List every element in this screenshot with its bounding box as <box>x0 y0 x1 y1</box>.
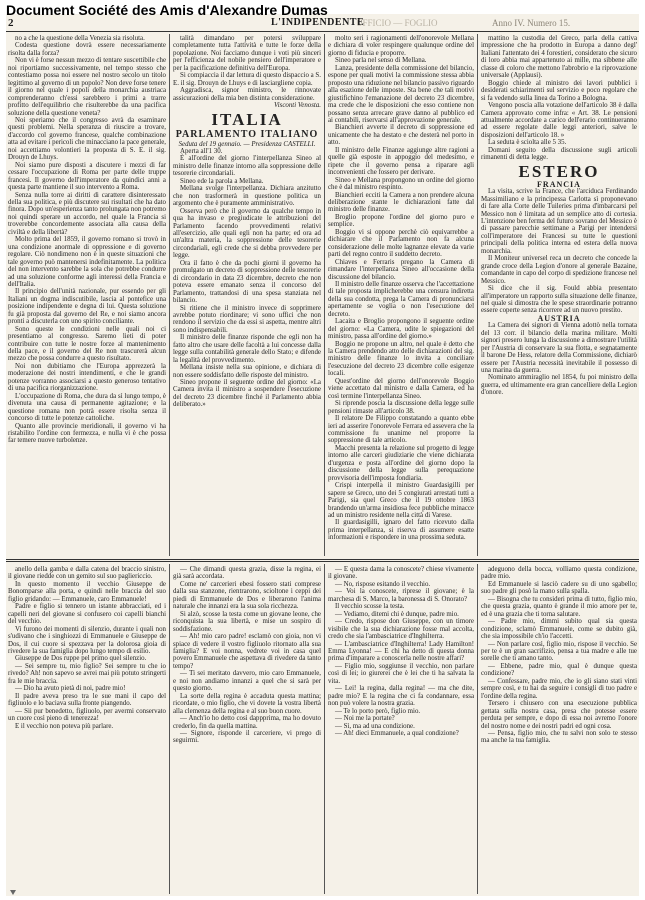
article-paragraph: Bianchieri avverte il decreto di soppressione ed unicamente che ha destato e che desterà nel porto in atto. <box>328 124 474 147</box>
article-paragraph: no a che la questione della Venezia sia risoluta. <box>15 35 145 42</box>
column-divider <box>169 34 170 556</box>
bleed-through-text: UFFICIO — FOGLIO <box>356 18 438 28</box>
feuilleton-paragraph: In questo momento il vecchio Giuseppe de Bonomparse alla porta, e quindi nelle braccia del suo figlio gridando: — Emmanuele, caro Emmanuele! <box>8 580 166 603</box>
article-paragraph: Il principio dell'unità nazionale, pur essendo per gli Italiani un dogma indiscutibile, lascia al pontefice una posizione indipendente e degna di lui. Questa soluzione fu già proposta dal governo del Re, e noi siamo ancora pronti a discuterla con uno spirito conciliante. <box>8 288 166 326</box>
feuilleton-paragraph: Tersero i chiusero con una esecuzione pubblica gettata sulla nostra casa, presa che potesse essere perduta per sempre, e dopo di essa noi avremo l'onore del nostro nome e dei nostri padri ed ogni cosa. <box>481 700 637 730</box>
article-paragraph: talità dimandano per potersi sviluppare completamente tutta l'attività e tutte le forze della popolazione. Noi facciamo dunque i voti più sinceri per l'efficienza del nobile pensiero dell'imperatore e per la pacificazione definitiva dell'Europa. <box>173 35 321 72</box>
article-paragraph: Boggio ne propone un altro, nel quale è detto che la Camera prendendo atto delle dichiarazioni del sig. ministro delle finanze lo invita a conciliare l'esecuzione del decreto 23 dicembre colle esigenze locali. <box>328 340 474 378</box>
feuilleton-paragraph: Come ne' carcerieri ebesi fossero stati comprese dalla sua stanzone, rientrarono, scioltone i ceppi dei piedi di Emmanuele de Dos e liberarono l'anima naturale che innanzi era la sua sola ricchezza. <box>173 580 321 611</box>
feuilleton-paragraph: — Dio ha avuto pietà di noi, padre mio! <box>15 685 126 693</box>
feuilleton-paragraph: — E questa dama la conoscete? chiese vivamente il giovane. <box>328 566 474 581</box>
article-paragraph: Crispi interpella il ministro Guardasigilli per sapere se Greco, uno dei 5 congiurati arrestati tutti a Parigi, sia quel Greco che il 19 ottobre 1863 brandendo un'arma insidiosa fece pubbliche minacce ad un ministro residente nella città di Varese. <box>328 482 474 519</box>
article-paragraph: mattino la custodia del Greco, parla della cattiva impressione che ha prodotto in Europa a danno degl' Italiani l'attentato dei 4 forestieri, considerato che sicuro di loro abbia mai appartenuto ai mille, ma sibbene alle classe di coloro che mettono l'abrobrio e la riprovazione universale (Applausi). <box>481 35 637 80</box>
feuilleton-paragraph: — Ah! mio caro padre! esclamò con gioia, non vi spiace di vedere il vostro figliuolo ritornato alla sua famiglia? E voi nonna, vedrete voi in casa quel povero Emmanuele che aspettava di rivedere da tanto tempo? <box>173 633 321 670</box>
article-paragraph: Si ritiene che il ministro invece di sopprimere avrebbe potuto riordinare; vi sono uffici che non rendono il servizio che da essi si aspetta, mentre altri sono indispensabili. <box>173 304 321 334</box>
article-paragraph: Il relatore De Filippo constatando a quanto ebbe ieri ad asserire l'onorevole Ferrara ed assevera che la commissione fu unanime nel proporre la soppressione di tale articolo. <box>328 415 474 445</box>
header-rule <box>6 31 639 32</box>
article-paragraph: Sineo e Mellana propongono un ordine del giorno che è dal ministro respinto. <box>328 176 474 192</box>
feuilleton-paragraph: — Padre mio, dimmi subito qual sia questa condizione, sclamò Emmanuele, come se dubito già, che sia impossibile ch'io l'accetti. <box>481 618 637 641</box>
feuilleton-paragraph: — Te lo porto però, figlio mio. <box>335 707 421 715</box>
article-paragraph: Ora il fatto è che da pochi giorni il governo ha promulgato un decreto di soppressione delle tesorerie di circondario in data 23 dicembre, decreto che non poteva essere emanato senza il concorso del Parlamento, trattandosi di una spesa stanziata nel bilancio. <box>173 259 321 305</box>
column-divider <box>324 564 325 894</box>
feuilleton-paragraph: Il padre aveva preso tra le sue mani il capo del figliuolo e lo baciava sulla fronte piangendo. <box>8 692 166 708</box>
feuilleton-paragraph: — Ah! dieci Emmanuele, a qual condizione? <box>335 729 459 737</box>
feuilleton-rule <box>6 559 639 560</box>
section-subtitle-francia: FRANCIA <box>537 179 581 189</box>
column-2 <box>173 35 321 555</box>
article-paragraph: L'occupazione di Roma, che dura da sì lungo tempo, è divenuta una causa di permanente agitazione; e la questione romana non potrà essere risolta senza il concorso di tutte le potenze cattoliche. <box>8 392 166 423</box>
article-paragraph: Si dice che il sig. Fould abbia presentato all'imperatore un rapporto sulla situazione delle finanze, nel quale si dimostra che le spese straordinarie potranno essere coperte senza ricorrere ad un nuovo prestito. <box>481 285 637 315</box>
article-paragraph: Lacaita e Broglio propongono il seguente ordine del giorno: «La Camera, udite le spiegazioni del ministro, passa all'ordine del giorno.» <box>328 318 474 341</box>
feuilleton-paragraph: — Signore, risponde il carceriere, vi prego di seguirmi. <box>173 729 321 745</box>
article-paragraph: Sono queste le condizioni nelle quali noi ci presentiamo al congresso. Saremo lieti di poter contribuire con tutte le nostre forze al mantenimento della pace, e il governo del Re non trascurerà alcun mezzo che possa condurre a questo risultato. <box>8 325 166 363</box>
article-paragraph: Non vi è forse nessun mezzo di tentare suscettibile che noi riportiamo successivamente, nel tempo stesso che contestiamo possa noi essere nel nostro secolo un titolo legittimo al governo di un popolo? Non deve forse tenere il giorno nel quale i popoli della monarchia austriaca comprenderanno ch'essi sarebbero i primi a trarre profitto dell'equilibrio che risulterebbe da una pacifica soluzione della questione veneta? <box>8 57 166 117</box>
article-paragraph: Mellana svolge l'interpellanza. Dichiara anzitutto che non trasformerà in questione politica un argomento che è puramente amministrativo. <box>173 185 321 208</box>
article-paragraph: Molto prima del 1859, il governo romano si trovò in una condizione anormale di oppressione e di governo regolare. Ciò nondimeno non è in queste situazioni che tale governo può mantenersi indefinitamente. La politica del non intervento sarebbe la sola che potrebbe condurre ad una soluzione conforme agli interessi della Francia e dell'Italia. <box>8 236 166 288</box>
feuilleton-column-3 <box>328 566 474 894</box>
column-divider <box>324 34 325 556</box>
feuilleton-paragraph: La sorte della regina è accaduta questa mattina; ricordate, o mio figlio, che vi dovete la vostra libertà alla clemenza della regina e al suo buon cuore. <box>173 692 321 715</box>
page-number: 2 <box>8 17 14 29</box>
article-paragraph: Noi non dubitiamo che l'Europa apprezzerà la moderazione dei nostri intendimenti, e che le grandi potenze vorranno associarsi a questo generoso tentativo di una pacifica riorganizzazione. <box>8 362 166 393</box>
article-paragraph: Boggio vi si oppone perchè ciò equivarrebbe a dichiarare che il Parlamento non fa alcuna considerazione delle molte lagnanze elevate da varie parti del regno contro il suddetto decreto. <box>328 228 474 259</box>
feuilleton-paragraph: — Sei sempre tu, mio figlio? Sei sempre tu che io rivedo? Ah! non sapevo se avrei mai più potuto stringerti fra le mie braccia. <box>8 662 166 685</box>
article-paragraph: È all'ordine del giorno l'interpellanza Sineo al ministro delle finanze intorno alla soppressione delle tesorerie circondariali. <box>173 155 321 178</box>
article-paragraph: Codesta questione dovrà essere necessariamente risolta dalla forza? <box>8 42 166 57</box>
feuilleton-paragraph: — Bisogna che tu consideri prima di tutto, figlio mio, che questa grazia, quanto è grande il mio amore per te, ed è una grazia che ti torna salutare. <box>481 595 637 618</box>
article-paragraph: Il ministro delle Finanze aggiunge altre ragioni a quelle già esposte in appoggio del medesimo, e ripete che il governo pensa a riparare agli inconvenienti che fossero per derivare. <box>328 146 474 177</box>
newspaper-page <box>6 14 639 896</box>
feuilleton-paragraph: — Vediamo, ditemi chi è dunque, padre mio. <box>335 610 459 618</box>
article-paragraph: Si compiaccia il dar lettura di questo dispaccio a S. E. il sig. Drouyn de Lhuys e di lasciargliene copia. <box>173 72 321 87</box>
article-paragraph: Il guardasigilli, ignaro del fatto ricevuto dalla prima interpellanza, si riserva di assumere esatte informazioni e rispondere in una prossima seduta. <box>328 519 474 542</box>
article-paragraph: La visita, scrive la France, che l'arciduca Ferdinando Massimiliano e la principessa Carlotta sì proponevano di fare alla Corte delle Tuileries prima d'imbarcarsi pel Messico non è limitata ad un semplice atto di cortesia. L'intenzione ben ferma del futuro sovrano del Messico è di passare parecchie settimane a Parigi per intendersi coll'imperatore dei Francesi su tutte le questioni principali della politica interna ed estera della nuova monarchia. <box>481 188 637 255</box>
feuilleton-paragraph: — No, rispose esitando il vecchio. <box>335 580 431 588</box>
article-paragraph: Vengono poscia alla votazione dell'articolo 38 è dalla Camera approvato come infra: « Art. 38. Le pensioni attualmente accordate a carico dell'erario continueranno ad essere regolate dalle leggi anteriori, salve le disposizioni dell'articolo 18. » <box>481 102 637 139</box>
feuilleton-paragraph: adeguono della bocca, volliamo questa condizione, padre mio. <box>481 566 637 581</box>
feuilleton-paragraph: — Ebbene, padre mio, qual è dunque questa condizione? <box>481 662 637 678</box>
article-paragraph: Bianchieri ecciti la Camera a non prendere alcuna deliberazione stante le dichiarazioni fatte dal ministro delle finanze. <box>328 191 474 214</box>
article-paragraph: Sineo propone il seguente ordine del giorno: «La Camera invita il ministro a sospendere l'esecuzione del decreto 23 dicembre finché il Parlamento abbia deliberato.» <box>173 379 321 409</box>
feuilleton-paragraph: Si alzò, scosse la testa come un giovane leone, che riconquista la sua libertà, e mise un sospiro di soddisfazione. <box>173 610 321 633</box>
session-opening: Aperta all'1 30. <box>180 147 223 155</box>
feuilleton-paragraph: — Confessare, padre mio, che io gli siano stati vinti sempre così, e tu hai da seguire i consigli di tuo padre e l'ordine della regina. <box>481 677 637 700</box>
article-paragraph: Boggio chiede al ministro dei lavori pubblici i desiderati schiarimenti sul servizio e poco regolare che si fa vedendo sulla linea da Torino a Bologna. <box>481 79 637 102</box>
feuilleton-paragraph: — L'ambasciatrice d'Inghilterra! Lady Hamilton! Emma Lyonna! — E chi ha detto di questa donna prima d'imparare a conoscerla nelle nostre affari? <box>328 640 474 663</box>
article-paragraph: Nominato ammiraglio nel 1854, fu poi ministro della guerra, ed ultimamente era gran cancelliere della Legion d'onore. <box>481 374 637 397</box>
page-header <box>6 16 639 30</box>
feuilleton-paragraph: E il vecchio non poteva più parlare. <box>15 722 114 730</box>
article-paragraph: Senza nulla torre ai diritti di carattere disinteressato della sua politica, e più discutere sui risultati che ha dato finora. Dopo un'esperienza tanto prolungata non potremo noi quindi sperare un accordo, nel quale la Francia si troverebbe concordemente associata alla causa della civiltà e della libertà? <box>8 191 166 236</box>
article-paragraph: Sineo parla nel senso di Mellana. <box>335 57 427 65</box>
feuilleton-column-2 <box>173 566 321 894</box>
feuilleton-column-1 <box>8 566 166 894</box>
article-paragraph: Il ministro delle finanze osserva che l'accettazione di tale proposta implicherebbe una censura indiretta della sua condotta, prega la Camera di pronunciarsi apertamente se voglia o non l'esecuzione del decreto. <box>328 280 474 318</box>
column-4 <box>481 35 637 555</box>
feuilleton-paragraph: — Che dimandi questa grazia, disse la regina, ei già sarà accordata. <box>173 566 321 581</box>
article-paragraph: Macchi presenta la relazione sul progetto di legge intorno alle carceri giudiziarie che viene dichiarata d'urgenza e posta all'ordine del giorno dopo la discussione della legge sulla perequazione provvisoria dell'imposta fondiaria. <box>328 444 474 482</box>
article-paragraph: Mellana insiste nella sua opinione, e dichiara di non essere soddisfatto delle risposte del ministro. <box>173 364 321 379</box>
article-paragraph: Domani seguito della discussione sugli articoli rimanenti di detta legge. <box>481 146 637 162</box>
column-divider <box>477 564 478 894</box>
column-divider <box>169 564 170 894</box>
arrow-marker-icon <box>10 890 16 895</box>
article-paragraph: Noi siamo pure disposti a discutere i mezzi di far cessare l'occupazione di Roma per parte delle truppe francesi. Il governo dell'imperatore da quindici anni a questa parte mantiene il suo intervento a Roma. <box>8 161 166 192</box>
article-paragraph: La seduta è sciolta alle 5 35. <box>488 139 567 147</box>
feuilleton-paragraph: Il vecchio scosse la testa. <box>335 603 405 611</box>
session-heading: Seduta del 19 gennaio. — Presidenza CASTELLI. <box>178 140 316 148</box>
issue-info: Anno IV. Numero 15. <box>492 18 571 28</box>
article-paragraph: Si riprende poscia la discussione della legge sulle pensioni rimaste all'articolo 38. <box>328 400 474 415</box>
section-subtitle-parlamento: PARLAMENTO ITALIANO <box>175 128 319 140</box>
feuilleton-paragraph: Ed Emmanuele si lasciò cadere su di uno sgabello; suo padre gli posò la mano sulla spalla. <box>481 580 637 596</box>
feuilleton-paragraph: Vi furono dei momenti di silenzio, durante i quali non s'udivano che i singhiozzi di Emmanuele e Giuseppe de Dos, il cui cuore si spezzava per la dolorosa gioia di rivedere la sua famiglia dopo lungo tempo di esilio. <box>8 625 166 655</box>
feuilleton-paragraph: — Anch'io ho detto così dappprima, ma ho dovuto crederlo, fin da quella mattina. <box>173 715 321 730</box>
article-paragraph: Noi speriamo che il congresso avrà da esaminare questi problemi. Nella speranza di riuscire a trovare, d'accordo col governo francese, qualche combinazione atta ad evitare i pericoli che minacciano la pace generale, noi accettiamo volontieri la proposta di S. E. il sig. Drouyn de Lhuys. <box>8 116 166 162</box>
article-paragraph: Sineo ede la parola a Mellana. <box>180 177 264 185</box>
article-paragraph: Osserva però che il governo da qualche tempo in qua ha invaso e pregiudicate le attribuzioni del Parlamento facendo provvedimenti relativi all'esercizio, alle quali egli non ha parte; ed ora ad un'altra materia, la soppressione delle tesorerie circondariali, egli crede che si debba provvedere per legge. <box>173 207 321 260</box>
signature: Visconti Venosta. <box>274 102 321 110</box>
article-paragraph: Lanza, presidente della commissione del bilancio, espone per quali motivi la commissione stessa abbia proposto una riduzione nel bilancio passivo riguardo alla esazione delle imposte. Sta bene che tali motivi giustifichino l'emanazione del decreto 23 dicembre, ma crede che le disposizioni che esso contiene non possano senza arrecare grave danno al pubblico ed ai contabili, riservarsi all'approvazione generale. <box>328 64 474 124</box>
feuilleton-paragraph: — Figlio mio, soggiunse il vecchio, non parlare così di lei; io giurerei che è lei che ti ha salvata la vita. <box>328 662 474 685</box>
feuilleton-paragraph: — Sì, ma ad una condizione. <box>335 722 415 730</box>
feuilleton-paragraph: — Ti sei meritato davvero, mio caro Emmanuele, e noi non andiamo innanzi a quel che si sarà per questo giorno. <box>173 670 321 693</box>
article-paragraph: Quanto alle provincie meridionali, il governo vi ha ristabilito l'ordine con fermezza, e nulla vi è che possa far temere nuove turbolenze. <box>8 422 166 445</box>
column-1 <box>8 35 166 555</box>
masthead: L'INDIPENDENTE <box>271 17 365 28</box>
section-title-estero: ESTERO <box>518 161 600 181</box>
article-paragraph: Il Moniteur universel reca un decreto che concede la grande croce della Legion d'onore al generale Bazaine, comandante in capo del corpo di spedizione francese nel Messico. <box>481 255 637 285</box>
feuilleton-paragraph: — Voi la conoscete, riprese il giovane; è la marchesa di S. Marco, la baronessa di S. Onorato? <box>328 588 474 603</box>
article-paragraph: Chiaves e Ferraris pregano la Camera di rimandare l'interpellanza Sineo all'occasione della discussione del bilancio. <box>328 258 474 281</box>
feuilleton-paragraph: anello della gamba e dalla catena del braccio sinistro, il giovane riedde con un gemito sul suo pagliericcio. <box>8 566 166 581</box>
article-paragraph: La Camera dei signori di Vienna adottò nella tornata del 13 corr. il bilancio della marina militare. Molti signori presero lunga la discussione a dimostrare l'utilità per l'Austria di conservare la sua flotta, e segnatamente il barone De Hess, relatore della Commissione, dichiarò essere per l'Austria necessità inevitabile il possesso di una marina da guerra. <box>481 322 637 375</box>
article-paragraph: Il ministro delle finanze risponde che egli non ha fatto altro che usare delle facoltà a lui concesse dalla legge sulla contabilità generale dello Stato; e difende la legalità del provvedimento. <box>173 334 321 364</box>
feuilleton-paragraph: Giuseppe de Dos ruppe pel primo quel silenzio. <box>15 655 147 663</box>
feuilleton-paragraph: — Non parlare così, figlio mio, rispose il vecchio. Se per te è un gran sacrifizio, pensa a tua madre e alle tue sorelle che ti amano tanto. <box>481 640 637 663</box>
column-3 <box>328 35 474 555</box>
section-subtitle-austria: AUSTRIA <box>537 313 581 323</box>
feuilleton-paragraph: — Lei! la regina, dalla regina! — ma che dite, padre mio? E la regina che ci fa condannare, essa non può volere la nostra grazia. <box>328 685 474 708</box>
article-paragraph: Aggradisca, signor ministro, le rinnovate assicurazioni della mia ben distinta considerazione. <box>173 87 321 102</box>
document-source-banner: Document Société des Amis d'Alexandre Dumas <box>6 2 328 18</box>
feuilleton-paragraph: — Credo, rispose don Giuseppe, con un timore visibile che la sua dichiarazione fosse mal accolta, credo che sia l'ambasciatrice d'Inghilterra. <box>328 618 474 641</box>
article-paragraph: Quest'ordine del giorno dell'onorevole Boggio viene accettato dal ministro e dalla Camera, ed ha così termine l'interpellanza Sineo. <box>328 377 474 400</box>
feuilleton-rule-inner <box>6 561 639 562</box>
feuilleton-paragraph: — Pensa, figlio mio, che tu salvi non solo te stesso ma anche la tua famiglia. <box>481 729 637 745</box>
feuilleton-paragraph: Padre e figlio si tennero un istante abbracciati, ed i capelli neri del giovane si confusero coi capelli bianchi del vecchio. <box>8 603 166 626</box>
feuilleton-paragraph: — Noi me la portate? <box>335 715 395 723</box>
feuilleton-paragraph: — Sii pur benedetto, figliuolo, per avermi conservato un cuore così pieno di tenerezza! <box>8 707 166 723</box>
column-divider <box>477 34 478 556</box>
section-title-italia: ITALIA <box>211 109 283 129</box>
article-paragraph: Broglio propone l'ordine del giorno puro e semplice. <box>328 213 474 229</box>
feuilleton-column-4 <box>481 566 637 894</box>
article-paragraph: molto seri i ragionamenti dell'onorevole Mellana e dichiara di voler respingere qualunque ordine del giorno di fiducia e proporre. <box>328 35 474 57</box>
